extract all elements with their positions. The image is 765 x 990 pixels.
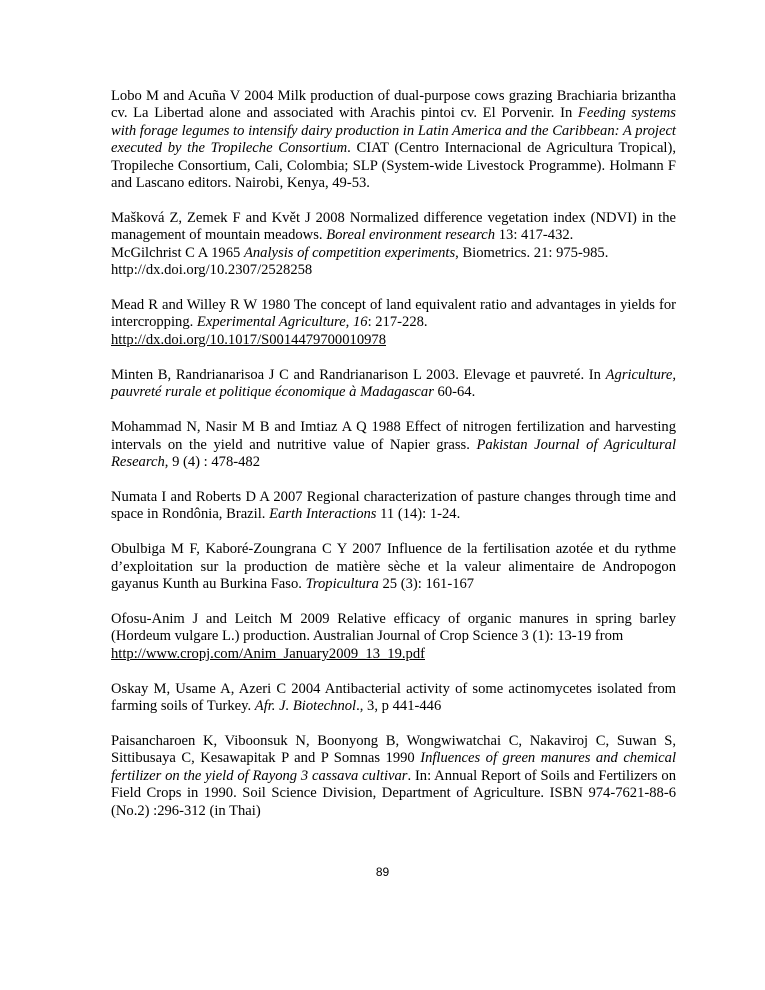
reference-text: Paisancharoen K, Viboonsuk N, Boonyong B, Wongwiwatchai C, Nakaviroj C, Suwan S, Sittibusaya C, Kesawapitak P and P Somnas 1990 [111, 732, 676, 767]
reference-mead [111, 297, 676, 349]
reference-link[interactable]: http://www.cropj.com/Anim_January2009_13_19.pdf [111, 645, 425, 662]
reference-italic-text: Pakistan Journal of Agricultural Research [111, 436, 676, 470]
reference-minten [111, 367, 676, 402]
reference-numata [111, 489, 676, 524]
reference-text: Mead R and Willey R W 1980 The concept of land equivalent ratio and advantages in yields for intercropping. [111, 297, 676, 331]
reference-text: . In: Annual Report of Soils and Fertilizers on Field Crops in 1990. Soil Science Division, Department of Agriculture. ISBN 974-7621-88-6 (No.2) :296-312 (in Thai) [111, 767, 676, 819]
reference-text: 11 (14): 1-24. [376, 506, 461, 523]
reference-text: Ofosu-Anim J and Leitch M 2009 Relative efficacy of organic manures in spring barley (Hordeum vulgare L.) production. Australian Journal of Crop Science 3 (1): 13-19 from [111, 610, 676, 645]
reference-text: Numata I and Roberts D A 2007 Regional characterization of pasture changes through time and space in Rondônia, Brazil. [111, 488, 676, 523]
reference-ofosu [111, 611, 676, 663]
reference-text: Mašková Z, Zemek F and Květ J 2008 Normalized difference vegetation index (NDVI) in the management of mountain meadows. [111, 209, 676, 244]
reference-italic-text: Agriculture, pauvreté rurale et politique économique à Madagascar [111, 366, 676, 401]
reference-text: Lobo M and Acuña V 2004 Milk production of dual-purpose cows grazing Brachiaria brizantha cv. La Libertad alone and associated with Arachis pintoi cv. El Porvenir. In [111, 88, 676, 122]
reference-link[interactable]: http://dx.doi.org/10.1017/S0014479700010978 [111, 331, 387, 348]
reference-mohammad [111, 419, 676, 471]
reference-text: . CIAT (Centro Internacional de Agricultura Tropical), Tropileche Consortium, Cali, Colombia; SLP (System-wide Livestock Programme). Holmann F and Lascano editors. Nairobi, Kenya, 49-53. [111, 140, 676, 192]
reference-list [111, 88, 676, 837]
reference-text: , Biometrics. 21: 975-985. [455, 244, 609, 261]
reference-text: http://dx.doi.org/10.2307/2528258 [111, 262, 313, 279]
reference-mcgilchrist [111, 245, 676, 280]
reference-text: Oskay M, Usame A, Azeri C 2004 Antibacterial activity of some actinomycetes isolated from farming soils of Turkey. [111, 680, 676, 714]
reference-obulbiga [111, 541, 676, 593]
reference-italic-text: Influences of green manures and chemical fertilizer on the yield of Rayong 3 cassava cultivar [111, 750, 676, 784]
reference-text: 25 (3): 161-167 [378, 575, 475, 592]
reference-text: Minten B, Randrianarisoa J C and Randrianarison L 2003. Elevage et pauvreté. In [111, 366, 606, 383]
reference-text: , 9 (4) : 478-482 [164, 453, 261, 470]
reference-italic-text: Afr. J. Biotechnol [254, 697, 357, 714]
reference-text: 60-64. [433, 384, 476, 401]
reference-italic-text: Earth Interactions [269, 506, 377, 523]
reference-text: : 217-228. [367, 314, 428, 331]
reference-text: Obulbiga M F, Kaboré-Zoungrana C Y 2007 Influence de la fertilisation azotée et du rythme d’exploitation sur la production de matière sèche et la valeur alimentaire de Andropogon gayanus Kunth au Burkina Faso. [111, 541, 676, 592]
reference-paisancharoen [111, 733, 676, 820]
reference-italic-text: Feeding systems with forage legumes to intensify dairy production in Latin America and the Caribbean: A project executed by the Tropileche Consortium [111, 105, 676, 157]
reference-text: 13: 417-432. [495, 227, 574, 244]
reference-oskay [111, 681, 676, 716]
reference-text: Mohammad N, Nasir M B and Imtiaz A Q 1988 Effect of nitrogen fertilization and harvesting intervals on the yield and nutritive value of Napier grass. [111, 419, 676, 453]
reference-maskova [111, 210, 676, 245]
reference-italic-text: Tropicultura [305, 575, 379, 592]
page-number: 89 [375, 865, 390, 879]
reference-italic-text: Experimental Agriculture, 16 [196, 314, 368, 331]
reference-text: ., 3, p 441-446 [356, 697, 442, 714]
reference-lobo [111, 88, 676, 192]
reference-italic-text: Analysis of competition experiments [243, 244, 456, 261]
reference-text: McGilchrist C A 1965 [111, 244, 244, 261]
reference-italic-text: Boreal environment research [326, 227, 496, 244]
